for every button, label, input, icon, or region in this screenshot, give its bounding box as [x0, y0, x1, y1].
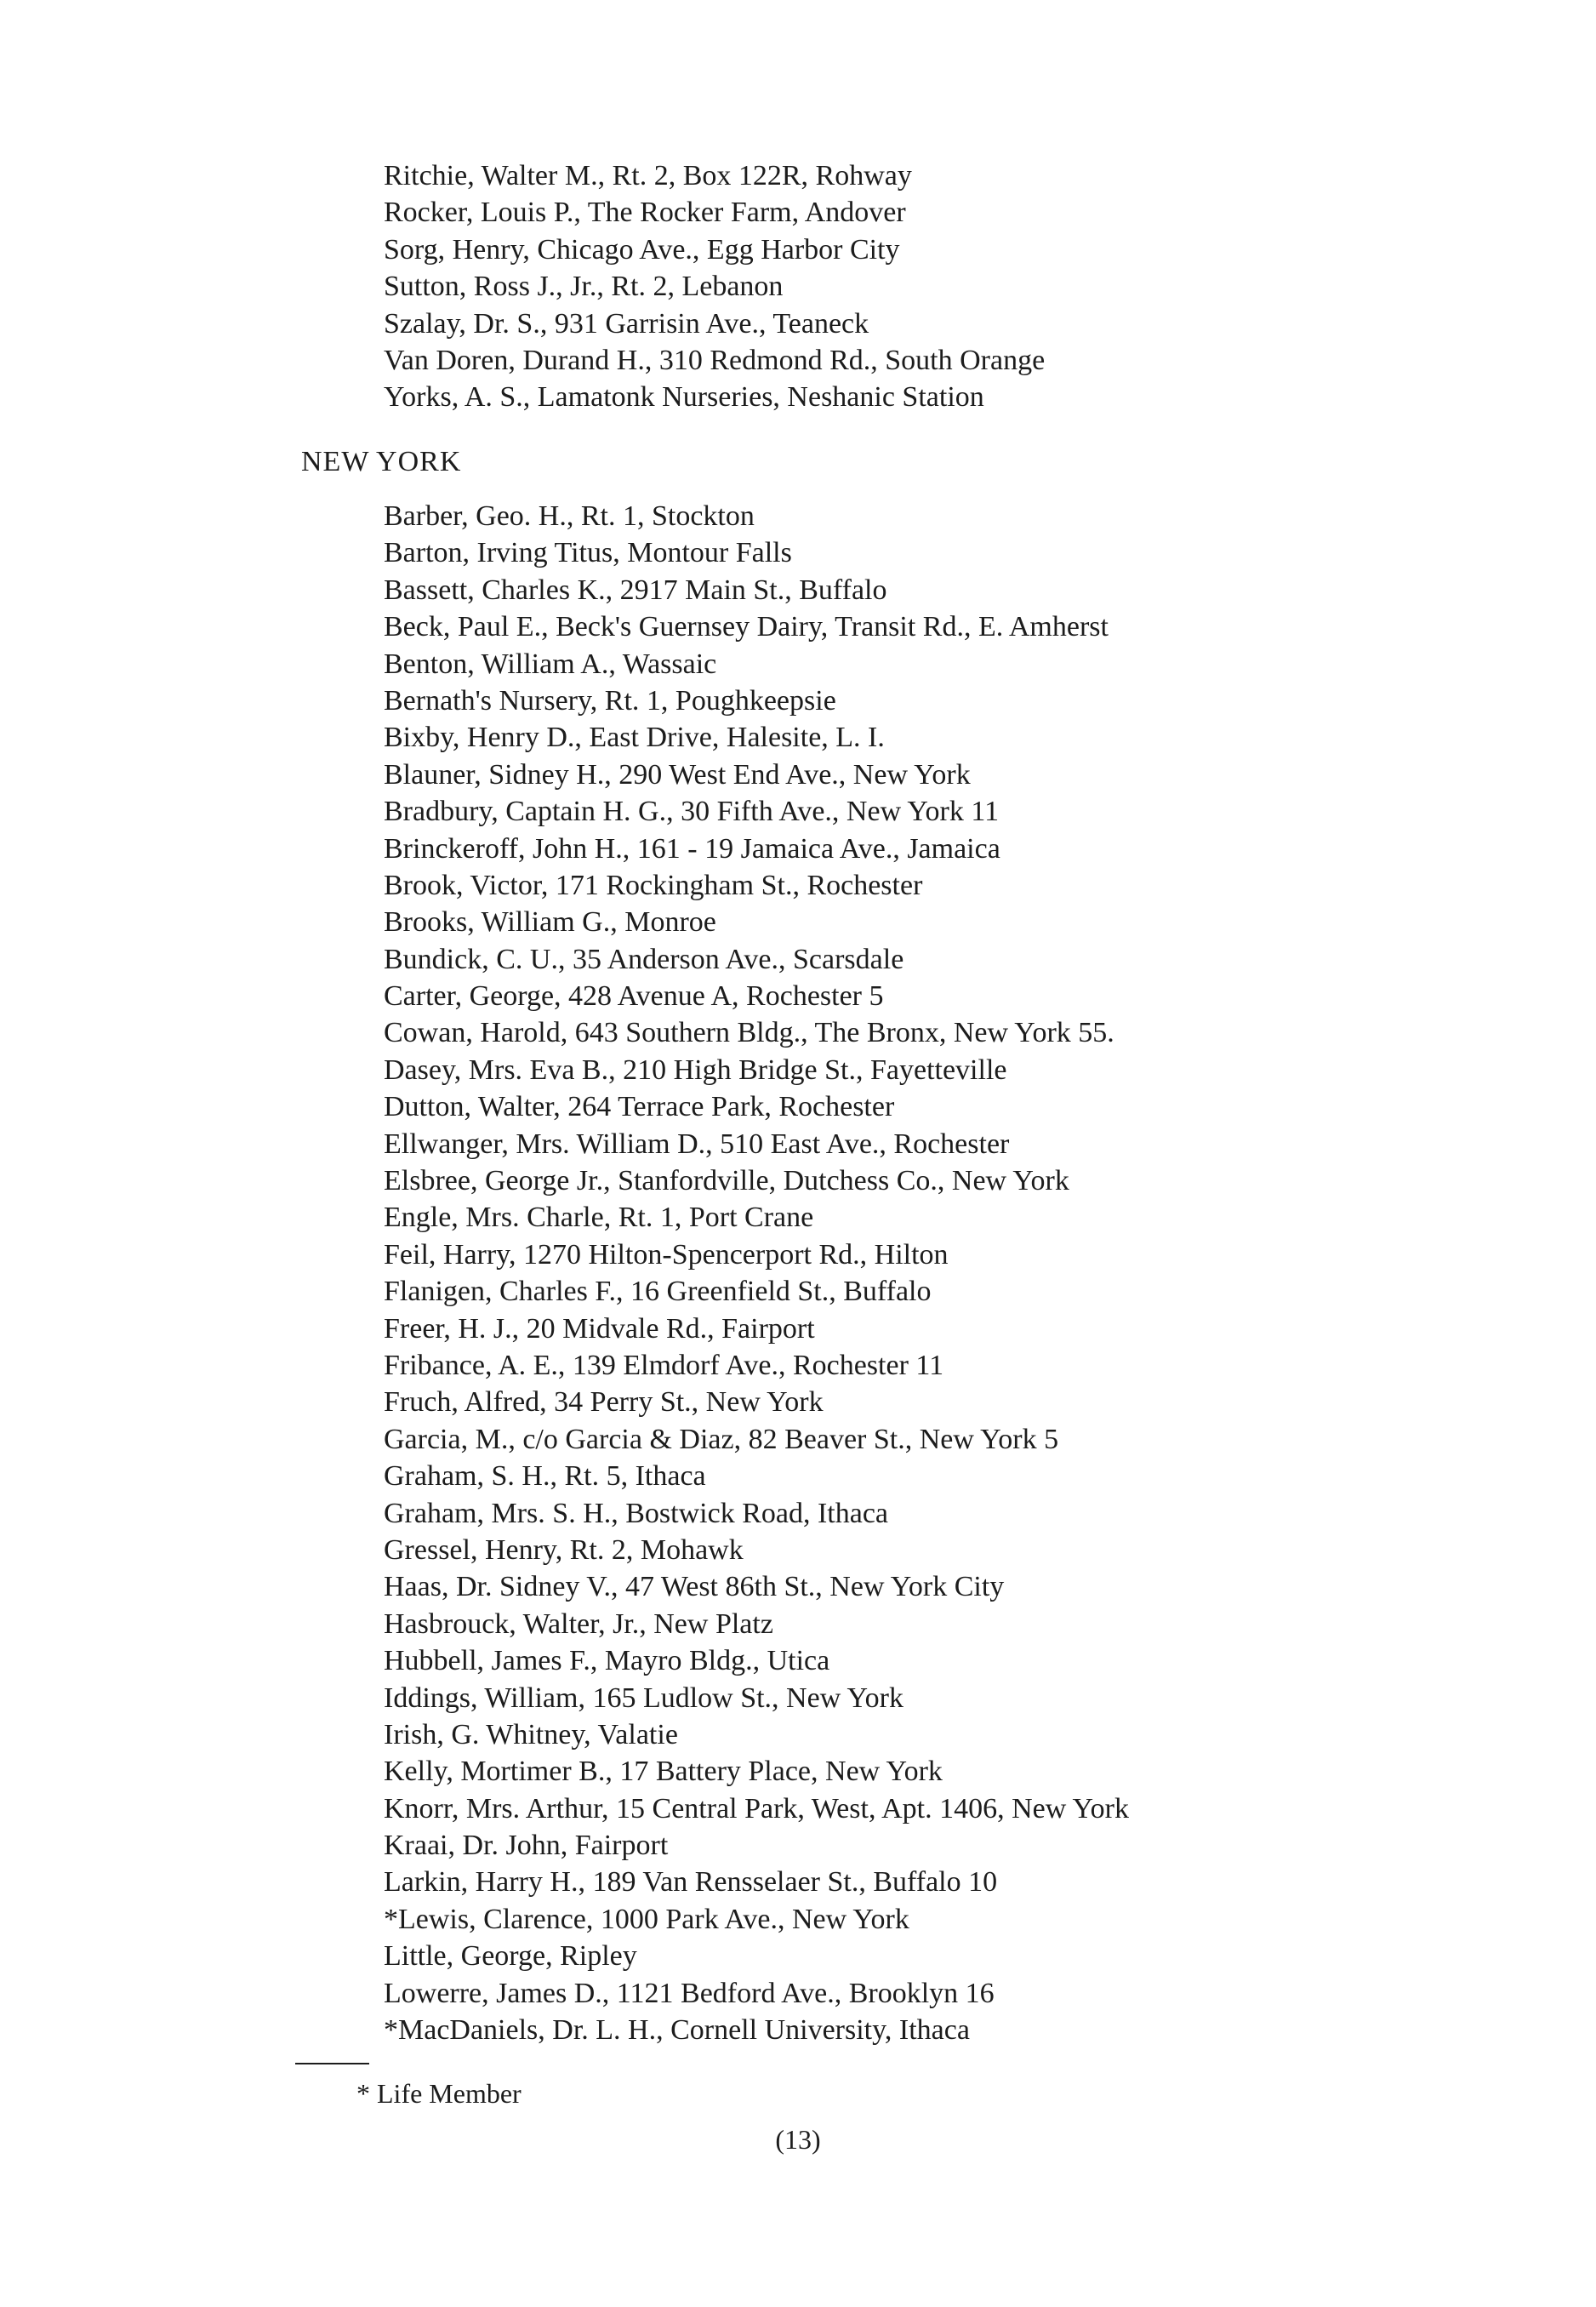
member-entry: Van Doren, Durand H., 310 Redmond Rd., South Orange	[384, 344, 1046, 376]
member-entry: Brooks, William G., Monroe	[384, 906, 716, 939]
member-entry: Ellwanger, Mrs. William D., 510 East Ave., Rochester	[384, 1128, 1010, 1160]
member-entry: Dutton, Walter, 264 Terrace Park, Rochester	[384, 1091, 895, 1123]
member-entry: Szalay, Dr. S., 931 Garrisin Ave., Teaneck	[384, 307, 869, 340]
member-list-new-jersey	[384, 157, 1045, 416]
member-entry: Haas, Dr. Sidney V., 47 West 86th St., New York City	[384, 1571, 1005, 1603]
member-entry: Elsbree, George Jr., Stanfordville, Dutchess Co., New York	[384, 1165, 1069, 1197]
member-entry: Sutton, Ross J., Jr., Rt. 2, Lebanon	[384, 271, 784, 303]
member-entry: Rocker, Louis P., The Rocker Farm, Andover	[384, 197, 906, 229]
footnote-divider	[295, 2063, 369, 2064]
member-entry: Blauner, Sidney H., 290 West End Ave., New York	[384, 758, 971, 791]
member-entry: Graham, S. H., Rt. 5, Ithaca	[384, 1460, 706, 1493]
member-entry: Carter, George, 428 Avenue A, Rochester 5	[384, 980, 884, 1013]
member-entry: Yorks, A. S., Lamatonk Nurseries, Neshanic Station	[384, 381, 984, 414]
member-entry: Feil, Harry, 1270 Hilton-Spencerport Rd., Hilton	[384, 1238, 949, 1271]
member-entry: Lowerre, James D., 1121 Bedford Ave., Brooklyn 16	[384, 1977, 995, 2009]
page-number: (13)	[775, 2124, 821, 2155]
member-entry: Ritchie, Walter M., Rt. 2, Box 122R, Rohway	[384, 160, 912, 191]
member-entry: Bundick, C. U., 35 Anderson Ave., Scarsdale	[384, 943, 904, 975]
member-entry: Little, George, Ripley	[384, 1940, 637, 1973]
member-entry: Barber, Geo. H., Rt. 1, Stockton	[384, 500, 755, 532]
member-entry: Irish, G. Whitney, Valatie	[384, 1718, 678, 1750]
member-entry: Iddings, William, 165 Ludlow St., New York	[384, 1682, 903, 1714]
member-entry: *MacDaniels, Dr. L. H., Cornell University, Ithaca	[384, 2014, 970, 2047]
member-entry: Freer, H. J., 20 Midvale Rd., Fairport	[384, 1312, 815, 1345]
member-entry: Fruch, Alfred, 34 Perry St., New York	[384, 1386, 824, 1419]
member-entry: Bradbury, Captain H. G., 30 Fifth Ave., New York 11	[384, 796, 1000, 828]
member-entry: Garcia, M., c/o Garcia & Diaz, 82 Beaver St., New York 5	[384, 1423, 1059, 1455]
member-entry: Larkin, Harry H., 189 Van Rensselaer St., Buffalo 10	[384, 1866, 998, 1899]
member-entry: Fribance, A. E., 139 Elmdorf Ave., Rochester 11	[384, 1349, 944, 1381]
member-list-new-york	[384, 498, 1129, 2048]
footnote-life-member: * Life Member	[356, 2078, 522, 2109]
member-entry: Dasey, Mrs. Eva B., 210 High Bridge St., Fayetteville	[384, 1054, 1007, 1086]
member-entry: Flanigen, Charles F., 16 Greenfield St., Buffalo	[384, 1276, 932, 1308]
member-entry: Knorr, Mrs. Arthur, 15 Central Park, West, Apt. 1406, New York	[384, 1792, 1129, 1824]
member-entry: Benton, William A., Wassaic	[384, 648, 717, 680]
member-entry: Gressel, Henry, Rt. 2, Mohawk	[384, 1533, 744, 1566]
member-entry: Hasbrouck, Walter, Jr., New Platz	[384, 1607, 773, 1640]
member-entry: Bernath's Nursery, Rt. 1, Poughkeepsie	[384, 684, 836, 717]
member-entry: Bassett, Charles K., 2917 Main St., Buffalo	[384, 574, 887, 606]
member-entry: *Lewis, Clarence, 1000 Park Ave., New York	[384, 1903, 909, 1935]
member-entry: Bixby, Henry D., East Drive, Halesite, L. I.	[384, 722, 885, 754]
member-entry: Graham, Mrs. S. H., Bostwick Road, Ithaca	[384, 1497, 889, 1529]
member-entry: Barton, Irving Titus, Montour Falls	[384, 537, 792, 569]
member-entry: Hubbell, James F., Mayro Bldg., Utica	[384, 1645, 830, 1677]
member-entry: Brinckeroff, John H., 161 - 19 Jamaica Ave., Jamaica	[384, 832, 1000, 865]
member-entry: Kraai, Dr. John, Fairport	[384, 1830, 669, 1862]
member-entry: Beck, Paul E., Beck's Guernsey Dairy, Transit Rd., E. Amherst	[384, 611, 1109, 643]
member-entry: Cowan, Harold, 643 Southern Bldg., The Bronx, New York 55.	[384, 1017, 1114, 1049]
member-entry: Brook, Victor, 171 Rockingham St., Rochester	[384, 869, 923, 901]
state-heading-new-york: NEW YORK	[301, 446, 462, 477]
member-entry: Sorg, Henry, Chicago Ave., Egg Harbor City	[384, 233, 900, 266]
member-entry: Kelly, Mortimer B., 17 Battery Place, New York	[384, 1756, 943, 1788]
member-entry: Engle, Mrs. Charle, Rt. 1, Port Crane	[384, 1202, 814, 1234]
